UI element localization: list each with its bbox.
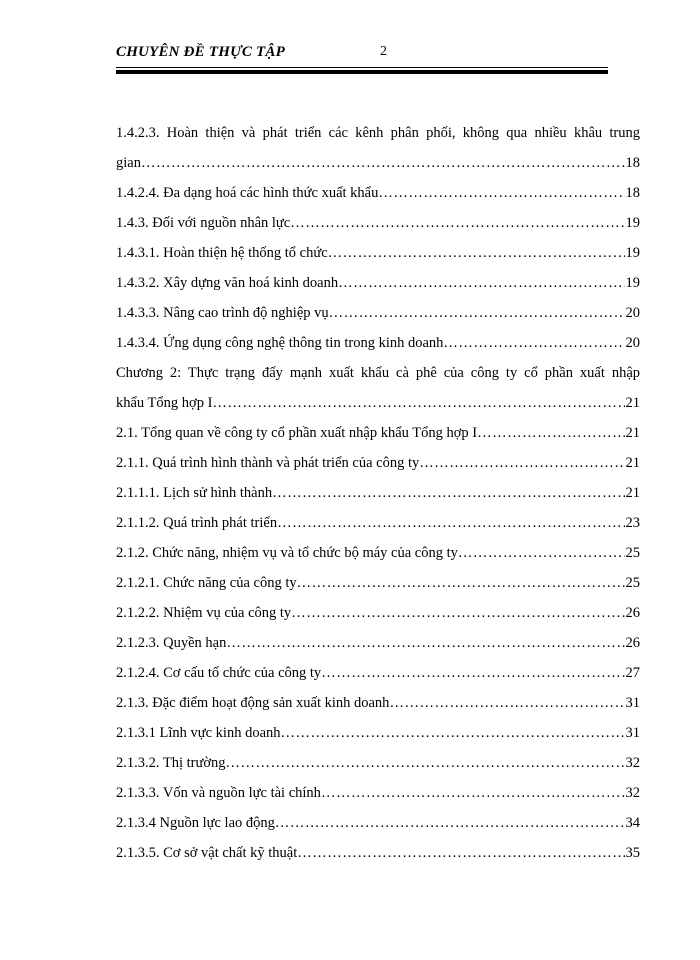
toc-entry-page: 19 <box>625 215 640 231</box>
dot-leader <box>290 208 624 238</box>
dot-leader <box>477 418 624 448</box>
dot-leader <box>141 148 625 178</box>
toc-entry-title: 1.4.3.4. Ứng dụng công nghệ thông tin trong kinh doanh <box>116 335 444 351</box>
toc-entry-page: 21 <box>625 395 640 411</box>
dot-leader <box>277 508 624 538</box>
toc-entry <box>116 808 640 838</box>
toc-entry <box>116 538 640 568</box>
toc-entry <box>116 208 640 238</box>
dot-leader <box>328 238 625 268</box>
toc-entry-title: 2.1.3. Đặc điểm hoạt động sản xuất kinh doanh <box>116 695 390 711</box>
dot-leader <box>297 838 624 868</box>
dot-leader <box>329 298 625 328</box>
toc-entry-page: 18 <box>625 185 640 201</box>
toc-entry <box>116 568 640 598</box>
toc-entry-title: 1.4.3. Đối với nguồn nhân lực <box>116 215 291 231</box>
toc-entry <box>116 268 640 298</box>
dot-leader <box>419 448 624 478</box>
dot-leader <box>212 388 624 418</box>
toc-entry-page: 26 <box>625 635 640 651</box>
toc-entry <box>116 298 640 328</box>
dot-leader <box>291 598 624 628</box>
toc-entry-title: 1.4.2.4. Đa dạng hoá các hình thức xuất khẩu <box>116 185 379 201</box>
dot-leader <box>321 658 624 688</box>
toc-entry-title: gian <box>116 155 141 171</box>
toc-entry-title: 2.1.2. Chức năng, nhiệm vụ và tổ chức bộ máy của công ty <box>116 545 458 561</box>
toc-entry-page: 31 <box>625 695 640 711</box>
toc-entry-title: 2.1.2.3. Quyền hạn <box>116 635 227 651</box>
toc-entry-title: 1.4.3.2. Xây dựng văn hoá kinh doanh <box>116 275 339 291</box>
toc-entry <box>116 418 640 448</box>
toc-entry-title: 2.1.3.4 Nguồn lực lao động <box>116 815 275 831</box>
document-title: CHUYÊN ĐỀ THỰC TẬP <box>116 44 285 60</box>
toc-entry-page: 21 <box>625 455 640 471</box>
toc-entry <box>116 838 640 868</box>
dot-leader <box>321 778 625 808</box>
toc-entry-title: 2.1.2.4. Cơ cấu tổ chức của công ty <box>116 665 322 681</box>
toc-entry-page: 31 <box>625 725 640 741</box>
toc-entry-page: 25 <box>625 575 640 591</box>
dot-leader <box>443 328 624 358</box>
toc-entry <box>116 598 640 628</box>
toc-entry-first-line: 1.4.2.3. Hoàn thiện và phát triển các kênh phân phối, không qua nhiều khâu trung <box>116 125 640 141</box>
dot-leader <box>458 538 625 568</box>
toc-entry-title: 2.1.3.3. Vốn và nguồn lực tài chính <box>116 785 321 801</box>
toc-entry-title: 2.1.1.2. Quá trình phát triển <box>116 515 278 531</box>
toc-entry-title: 2.1.3.2. Thị trường <box>116 755 226 771</box>
dot-leader <box>338 268 624 298</box>
toc-entry-page: 19 <box>625 275 640 291</box>
toc-entry-title: 2.1.1. Quá trình hình thành và phát triển của công ty <box>116 455 420 471</box>
toc-entry <box>116 328 640 358</box>
dot-leader <box>389 688 624 718</box>
dot-leader <box>226 628 624 658</box>
toc-entry-title: 1.4.3.1. Hoàn thiện hệ thống tổ chức <box>116 245 328 261</box>
table-of-contents <box>116 118 640 868</box>
toc-entry <box>116 718 640 748</box>
header-rule-thin <box>116 67 608 68</box>
toc-entry-first-line: Chương 2: Thực trạng đẩy mạnh xuất khẩu cà phê của công ty cổ phần xuất nhập <box>116 365 640 381</box>
toc-entry <box>116 748 640 778</box>
toc-entry-title: 2.1.3.1 Lĩnh vực kinh doanh <box>116 725 281 741</box>
toc-entry-page: 35 <box>625 845 640 861</box>
toc-entry-page: 18 <box>625 155 640 171</box>
toc-entry-page: 23 <box>625 515 640 531</box>
toc-entry <box>116 448 640 478</box>
toc-entry-title: khẩu Tổng hợp I <box>116 395 213 411</box>
toc-entry <box>116 628 640 658</box>
toc-entry-title: 2.1. Tổng quan về công ty cổ phần xuất nhập khẩu Tổng hợp I <box>116 425 478 441</box>
dot-leader <box>272 478 624 508</box>
toc-entry <box>116 658 640 688</box>
toc-entry <box>116 358 640 418</box>
dot-leader <box>226 748 625 778</box>
toc-entry-page: 32 <box>625 785 640 801</box>
toc-entry <box>116 478 640 508</box>
toc-entry-page: 25 <box>625 545 640 561</box>
toc-entry-page: 20 <box>625 305 640 321</box>
toc-entry-title: 1.4.3.3. Nâng cao trình độ nghiệp vụ <box>116 305 329 321</box>
toc-entry-page: 26 <box>625 605 640 621</box>
page-number: 2 <box>380 44 387 59</box>
dot-leader <box>275 808 625 838</box>
dot-leader <box>281 718 625 748</box>
toc-entry-title: 2.1.1.1. Lịch sử hình thành <box>116 485 273 501</box>
toc-entry <box>116 238 640 268</box>
toc-entry <box>116 118 640 178</box>
toc-entry-page: 20 <box>625 335 640 351</box>
toc-entry-page: 27 <box>625 665 640 681</box>
dot-leader <box>297 568 625 598</box>
toc-entry-title: 2.1.2.1. Chức năng của công ty <box>116 575 297 591</box>
toc-entry-title: 2.1.3.5. Cơ sở vật chất kỹ thuật <box>116 845 298 861</box>
toc-entry <box>116 508 640 538</box>
toc-entry-title: 2.1.2.2. Nhiệm vụ của công ty <box>116 605 292 621</box>
toc-entry-page: 21 <box>625 485 640 501</box>
toc-entry-page: 19 <box>625 245 640 261</box>
toc-entry <box>116 778 640 808</box>
toc-entry-page: 34 <box>625 815 640 831</box>
toc-entry <box>116 688 640 718</box>
header-rule-thick <box>116 70 608 74</box>
toc-entry-page: 32 <box>625 755 640 771</box>
toc-entry-page: 21 <box>625 425 640 441</box>
dot-leader <box>378 178 624 208</box>
toc-entry <box>116 178 640 208</box>
